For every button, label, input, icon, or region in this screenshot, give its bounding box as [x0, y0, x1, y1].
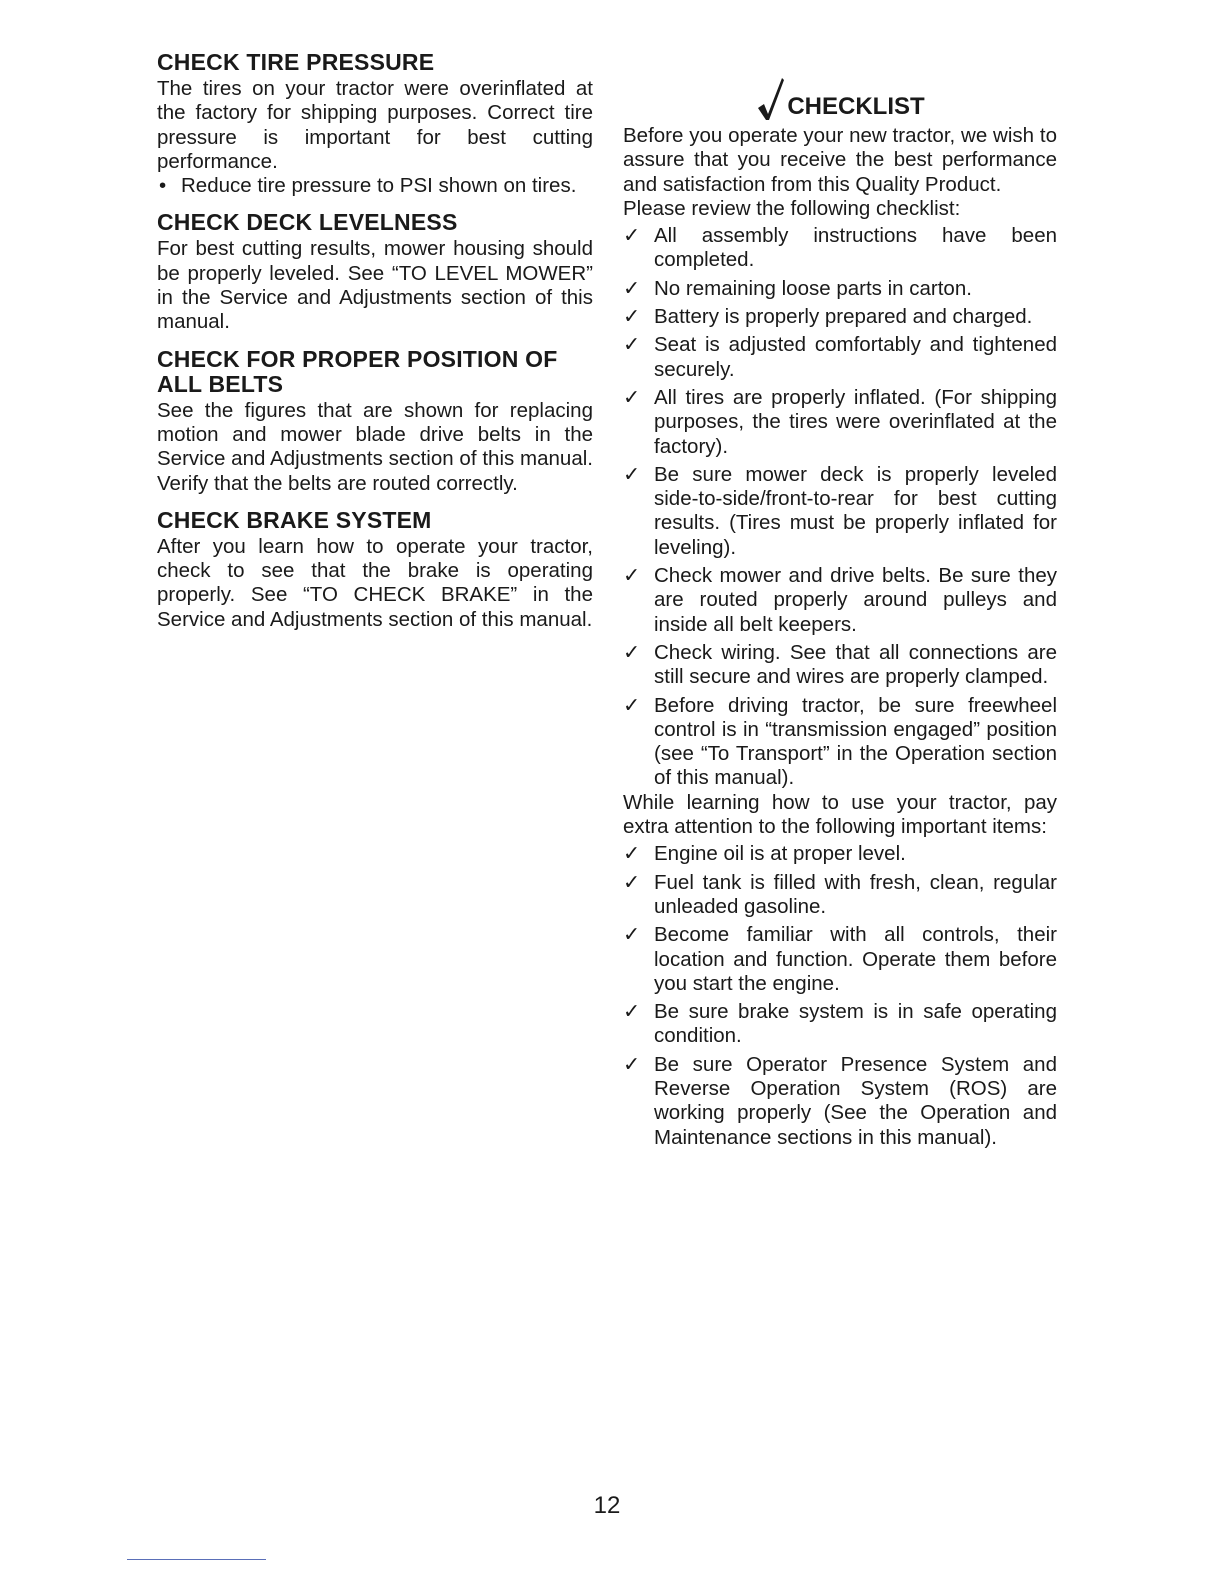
- list-item-text: Battery is properly prepared and charged.: [654, 305, 1033, 329]
- checkmark-icon: ✓: [623, 693, 641, 717]
- section-tire-pressure: [157, 50, 593, 198]
- list-item-text: No remaining loose parts in carton.: [654, 276, 972, 300]
- list-item: [623, 333, 1057, 382]
- list-item: [623, 386, 1057, 459]
- list-item-text: All tires are properly inflated. (For shipping purposes, the tires were overinflated at the factory).: [654, 385, 1057, 458]
- right-column: [623, 50, 1057, 1154]
- list-item-text: Check mower and drive belts. Be sure they are routed properly around pulleys and inside all belt keepers.: [654, 564, 1057, 636]
- list-item: [623, 1053, 1057, 1150]
- checkmark-icon: ✓: [623, 564, 641, 588]
- list-item: [623, 305, 1057, 329]
- list-item-text: Engine oil is at proper level.: [654, 842, 906, 866]
- list-item-text: Fuel tank is filled with fresh, clean, regular unleaded gasoline.: [654, 870, 1057, 918]
- list-item-text: All assembly instructions have been completed.: [654, 224, 1057, 272]
- checklist-intro: Before you operate your new tractor, we wish to assure that you receive the best performance and satisfaction from this Quality Product.: [623, 124, 1057, 196]
- section-heading: CHECK DECK LEVELNESS: [157, 209, 458, 236]
- checkmark-icon: ✓: [623, 462, 641, 486]
- list-item: [623, 694, 1057, 791]
- page-number: 12: [593, 1492, 621, 1519]
- list-item-text: Seat is adjusted comfortably and tightened securely.: [654, 333, 1057, 381]
- section-heading: CHECK BRAKE SYSTEM: [157, 506, 432, 533]
- list-item: [623, 564, 1057, 637]
- checkmark-icon: ✓: [623, 870, 641, 894]
- footer-divider: [127, 1559, 266, 1560]
- checklist-heading: [623, 74, 1057, 122]
- section-deck-levelness: [157, 210, 593, 334]
- list-item-text: Be sure brake system is in safe operating condition.: [654, 1000, 1057, 1048]
- checkmark-icon: ✓: [623, 224, 641, 248]
- checkmark-icon: ✓: [623, 842, 641, 866]
- bullet-icon: •: [159, 174, 167, 198]
- bullet-text: Reduce tire pressure to PSI shown on tires.: [181, 174, 577, 198]
- learning-prompt: While learning how to use your tractor, pay extra attention to the following important items:: [623, 790, 1057, 839]
- checklist-items: [623, 224, 1057, 791]
- section-brake-system: [157, 508, 593, 632]
- section-body: After you learn how to operate your tractor, check to see that the brake is operating properly. See “TO CHECK BRAKE” in the Service and Adjustments section of this manual.: [157, 534, 593, 631]
- list-item: [623, 842, 1057, 866]
- list-item: [623, 463, 1057, 560]
- list-item-text: Before driving tractor, be sure freewheel control is in “transmission engaged” position (see “To Transport” in the Operation section of this manual).: [654, 693, 1057, 790]
- checklist-review-prompt: Please review the following checklist:: [623, 196, 961, 220]
- list-item: [623, 277, 1057, 301]
- checkmark-icon: ✓: [623, 1000, 641, 1024]
- list-item-text: Check wiring. See that all connections are still secure and wires are properly clamped.: [654, 640, 1057, 689]
- section-body: See the figures that are shown for replacing motion and mower blade drive belts in the Service and Adjustments section of this manual. Verify that the belts are routed correctly.: [157, 398, 593, 495]
- checkmark-icon: ✓: [623, 385, 641, 409]
- list-item-text: Be sure Operator Presence System and Reverse Operation System (ROS) are working properly (See the Operation and Maintenance sections in this manual).: [654, 1052, 1057, 1149]
- list-item: [623, 224, 1057, 273]
- list-item-text: Become familiar with all controls, their location and function. Operate them before you start the engine.: [654, 923, 1057, 995]
- bullet-item: [157, 174, 593, 198]
- checkmark-icon: ✓: [623, 640, 641, 664]
- left-column: [157, 50, 593, 644]
- section-heading: CHECK FOR PROPER POSITION OF ALL BELTS: [157, 345, 558, 397]
- list-item: [623, 641, 1057, 690]
- checklist-title: CHECKLIST: [787, 93, 925, 120]
- list-item: [623, 871, 1057, 920]
- list-item: [623, 1000, 1057, 1049]
- checkmark-icon: ✓: [623, 305, 641, 329]
- list-item: [623, 923, 1057, 996]
- list-item-text: Be sure mower deck is properly leveled side-to-side/front-to-rear for best cutting results. (Tires must be properly inflated for leveling).: [654, 462, 1057, 559]
- checkmark-icon: ✓: [623, 276, 641, 300]
- section-body: The tires on your tractor were overinflated at the factory for shipping purposes. Correct tire pressure is important for best cutting performance.: [157, 77, 593, 173]
- checkmark-icon: ✓: [623, 1052, 641, 1076]
- learning-items: [623, 842, 1057, 1150]
- section-body: For best cutting results, mower housing should be properly leveled. See “TO LEVEL MOWER” in the Service and Adjustments section of this manual.: [157, 237, 593, 334]
- checkmark-icon: ✓: [623, 923, 641, 947]
- checkmark-icon: [755, 74, 785, 122]
- section-heading: CHECK TIRE PRESSURE: [157, 49, 435, 75]
- section-belts: [157, 347, 593, 496]
- checkmark-icon: ✓: [623, 333, 641, 357]
